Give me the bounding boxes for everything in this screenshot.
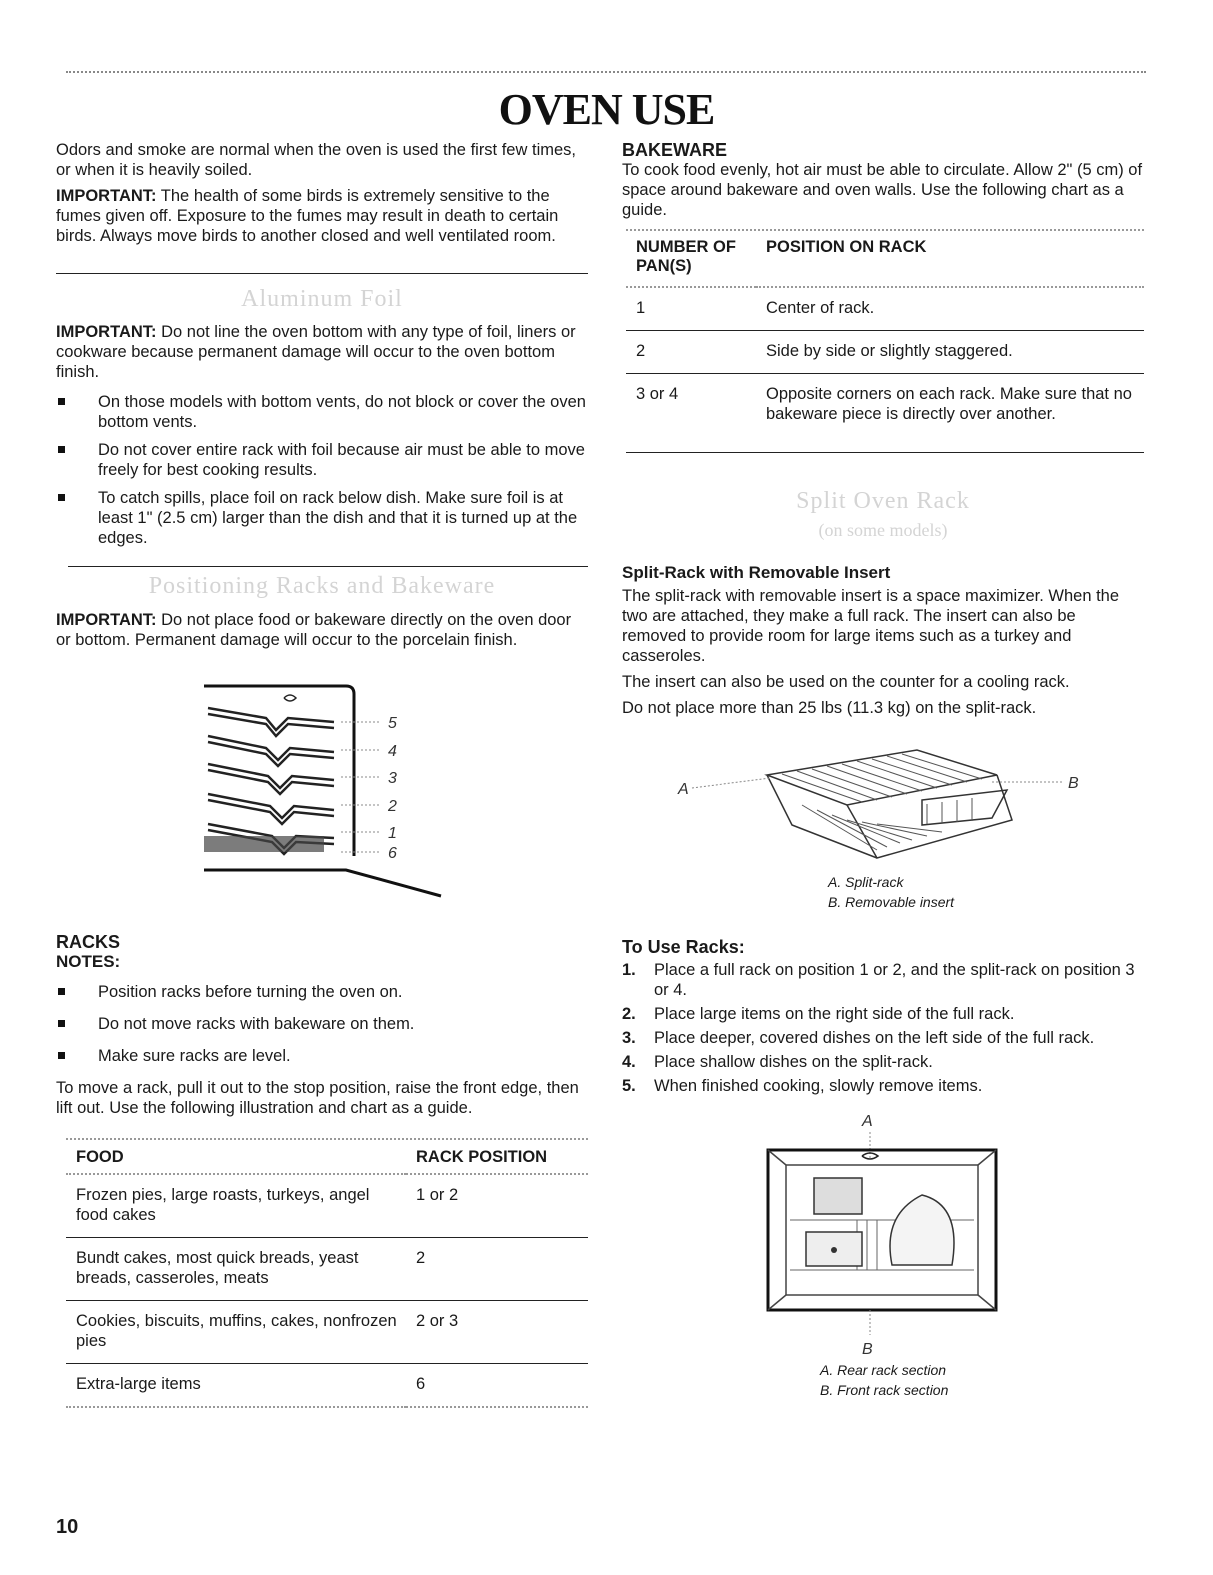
turkey-shape <box>890 1195 954 1265</box>
rack-position-cell: 2 <box>406 1238 588 1301</box>
split-rack-caption <box>828 872 954 912</box>
notes-list <box>56 982 588 1066</box>
column-header: FOOD <box>76 1148 124 1166</box>
to-use-racks-section <box>622 937 1144 1100</box>
rack-positions-illustration <box>196 678 456 908</box>
rack-position-label: 3 <box>388 770 397 787</box>
table-row <box>66 1364 588 1408</box>
bottom-shading <box>204 836 324 852</box>
rack-placement-cell: Side by side or slightly staggered. <box>756 331 1144 374</box>
oven-light-icon <box>284 695 296 701</box>
corner-line <box>978 1150 996 1165</box>
divider <box>68 566 588 567</box>
notes-heading: NOTES: <box>56 952 121 971</box>
covered-dish <box>814 1178 862 1214</box>
corner-line <box>768 1150 786 1165</box>
split-rack-illustration <box>672 730 1092 870</box>
column-header: POSITION ON RACK <box>766 238 927 256</box>
foil-bullet-list <box>56 392 588 548</box>
important-label: IMPORTANT: <box>56 611 157 629</box>
table-row <box>626 331 1144 374</box>
list-item: On those models with bottom vents, do not block or cover the oven bottom vents. <box>56 392 588 432</box>
food-cell: Extra-large items <box>76 1375 201 1393</box>
food-rack-table-wrapper <box>66 1142 588 1408</box>
food-cell: Bundt cakes, most quick breads, yeast breads, casseroles, meats <box>66 1238 406 1301</box>
dish-knob <box>831 1247 837 1253</box>
table-header-row <box>626 232 1144 287</box>
split-rack-paragraph: The split-rack with removable insert is a space maximizer. When the two are attached, they make a full rack. The insert can also be removed to provide room for large items such as a turkey and casseroles. <box>622 587 1120 665</box>
split-rack-paragraph: Do not place more than 25 lbs (11.3 kg) on the split-rack. <box>622 699 1037 717</box>
list-item <box>622 960 1144 1000</box>
figure-label-a: A <box>678 781 689 798</box>
food-cell: Frozen pies, large roasts, turkeys, angel food cakes <box>66 1174 406 1238</box>
step-number: 2. <box>622 1005 636 1023</box>
foil-section <box>56 322 588 556</box>
split-rack-paragraph: The insert can also be used on the counter for a cooling rack. <box>622 673 1070 691</box>
leader-a <box>692 778 770 788</box>
move-rack-instructions: To move a rack, pull it out to the stop position, raise the front edge, then lift out. Use the following illustration and chart as a guide. <box>56 1079 579 1117</box>
caption-b: B. Removable insert <box>828 894 955 910</box>
step-text: Place shallow dishes on the split-rack. <box>654 1053 933 1071</box>
corner-line <box>768 1295 786 1310</box>
step-text: Place a full rack on position 1 or 2, and the split-rack on position 3 or 4. <box>654 961 1135 999</box>
rack-position-cell: 1 or 2 <box>406 1174 588 1238</box>
caption-a: A. Split-rack <box>828 874 904 890</box>
position-leaders <box>341 722 381 852</box>
table-row <box>66 1174 588 1238</box>
oven-interior-illustration <box>762 1110 1012 1360</box>
list-item <box>622 1076 1144 1096</box>
birds-warning-text: The health of some birds is extremely sensitive to the fumes given off. Exposure to the fumes may result in death to certain birds. Always move birds to another closed and well ventilated room. <box>56 187 559 245</box>
split-rack-wires <box>782 754 982 850</box>
pan-count-cell: 2 <box>626 331 756 374</box>
rack-position-label: 5 <box>388 715 397 732</box>
page-title: OVEN USE <box>498 85 715 134</box>
list-item: Do not cover entire rack with foil because air must be able to move freely for best cooking results. <box>56 440 588 480</box>
oven-cavity-outline <box>768 1150 996 1310</box>
aluminum-foil-heading: Aluminum Foil <box>241 286 403 312</box>
rack-placement-cell: Opposite corners on each rack. Make sure that no bakeware piece is directly over another. <box>756 374 1144 453</box>
column-header: RACK POSITION <box>416 1148 548 1166</box>
split-oven-rack-subheading: (on some models) <box>818 520 948 540</box>
foil-important <box>56 322 588 382</box>
rack-position-label: 4 <box>388 743 397 760</box>
figure-label-a: A <box>862 1113 873 1130</box>
list-item <box>622 1052 1144 1072</box>
bakeware-table <box>626 232 1144 453</box>
racks-section <box>56 932 588 1124</box>
positioning-important-text: Do not place food or bakeware directly on the oven door or bottom. Permanent damage will occur to the porcelain finish. <box>56 611 572 649</box>
caption-a: A. Rear rack section <box>820 1362 947 1378</box>
split-oven-rack-heading: Split Oven Rack <box>796 488 970 514</box>
page-number: 10 <box>56 1516 79 1538</box>
list-item <box>622 1028 1144 1048</box>
dotted-rule <box>626 229 1144 231</box>
oven-interior-caption <box>820 1360 948 1400</box>
step-number: 3. <box>622 1029 636 1047</box>
bakeware-table-wrapper <box>626 232 1144 453</box>
rack-lines <box>208 708 334 854</box>
top-dotted-rule <box>66 71 1146 73</box>
divider <box>56 273 588 274</box>
step-text: Place large items on the right side of the full rack. <box>654 1005 1015 1023</box>
list-item: Do not move racks with bakeware on them. <box>56 1014 588 1034</box>
rack-position-label: 6 <box>388 845 397 862</box>
table-row <box>66 1238 588 1301</box>
step-text: When finished cooking, slowly remove items. <box>654 1077 983 1095</box>
birds-warning <box>56 186 588 246</box>
split-rack-section <box>622 563 1144 724</box>
rack-position-cell: 6 <box>416 1375 426 1393</box>
figure-label-b: B <box>1068 775 1079 792</box>
steps-list <box>622 960 1144 1096</box>
to-use-racks-heading: To Use Racks: <box>622 937 745 957</box>
foil-important-text: Do not line the oven bottom with any type of foil, liners or cookware because permanent damage will occur to the oven bottom finish. <box>56 323 576 381</box>
bakeware-section <box>622 140 1144 226</box>
corner-line <box>978 1295 996 1310</box>
table-row <box>626 287 1144 331</box>
bakeware-heading: BAKEWARE <box>622 140 728 160</box>
rack-position-label: 1 <box>388 825 397 842</box>
oven-door-outline <box>204 870 441 896</box>
step-number: 4. <box>622 1053 636 1071</box>
positioning-section <box>56 610 588 656</box>
rack-placement-cell: Center of rack. <box>756 287 1144 331</box>
list-item: Make sure racks are level. <box>56 1046 588 1066</box>
split-rack-frame <box>767 750 1012 858</box>
column-header: NUMBER OF PAN(S) <box>636 238 736 275</box>
step-number: 5. <box>622 1077 636 1095</box>
bakeware-text: To cook food evenly, hot air must be able to circulate. Allow 2" (5 cm) of space around bakeware and oven walls. Use the following chart as a guide. <box>622 161 1143 219</box>
table-row <box>66 1301 588 1364</box>
food-rack-table <box>66 1142 588 1408</box>
intro-paragraph: Odors and smoke are normal when the oven is used the first few times, or when it is heavily soiled. <box>56 141 576 179</box>
figure-label-b: B <box>862 1341 873 1358</box>
list-item: Position racks before turning the oven on. <box>56 982 588 1002</box>
rack-position-cell: 2 or 3 <box>406 1301 588 1364</box>
racks-heading: RACKS <box>56 932 121 952</box>
pan-count-cell: 3 or 4 <box>626 374 756 453</box>
table-row <box>626 374 1144 453</box>
rack-position-label: 2 <box>388 798 397 815</box>
caption-b: B. Front rack section <box>820 1382 949 1398</box>
list-item: To catch spills, place foil on rack below dish. Make sure foil is at least 1" (2.5 cm) larger than the dish and that it is turned up at the edges. <box>56 488 588 548</box>
positioning-heading: Positioning Racks and Bakeware <box>148 573 496 599</box>
step-number: 1. <box>622 961 636 979</box>
step-text: Place deeper, covered dishes on the left side of the full rack. <box>654 1029 1095 1047</box>
split-rack-subhead: Split-Rack with Removable Insert <box>622 563 891 582</box>
table-header-row <box>66 1142 588 1174</box>
list-item <box>622 1004 1144 1024</box>
dotted-rule <box>66 1138 588 1140</box>
important-label: IMPORTANT: <box>56 323 157 341</box>
left-column <box>56 140 588 252</box>
positioning-important <box>56 610 588 650</box>
pan-count-cell: 1 <box>626 287 756 331</box>
food-cell: Cookies, biscuits, muffins, cakes, nonfrozen pies <box>66 1301 406 1364</box>
important-label: IMPORTANT: <box>56 187 157 205</box>
